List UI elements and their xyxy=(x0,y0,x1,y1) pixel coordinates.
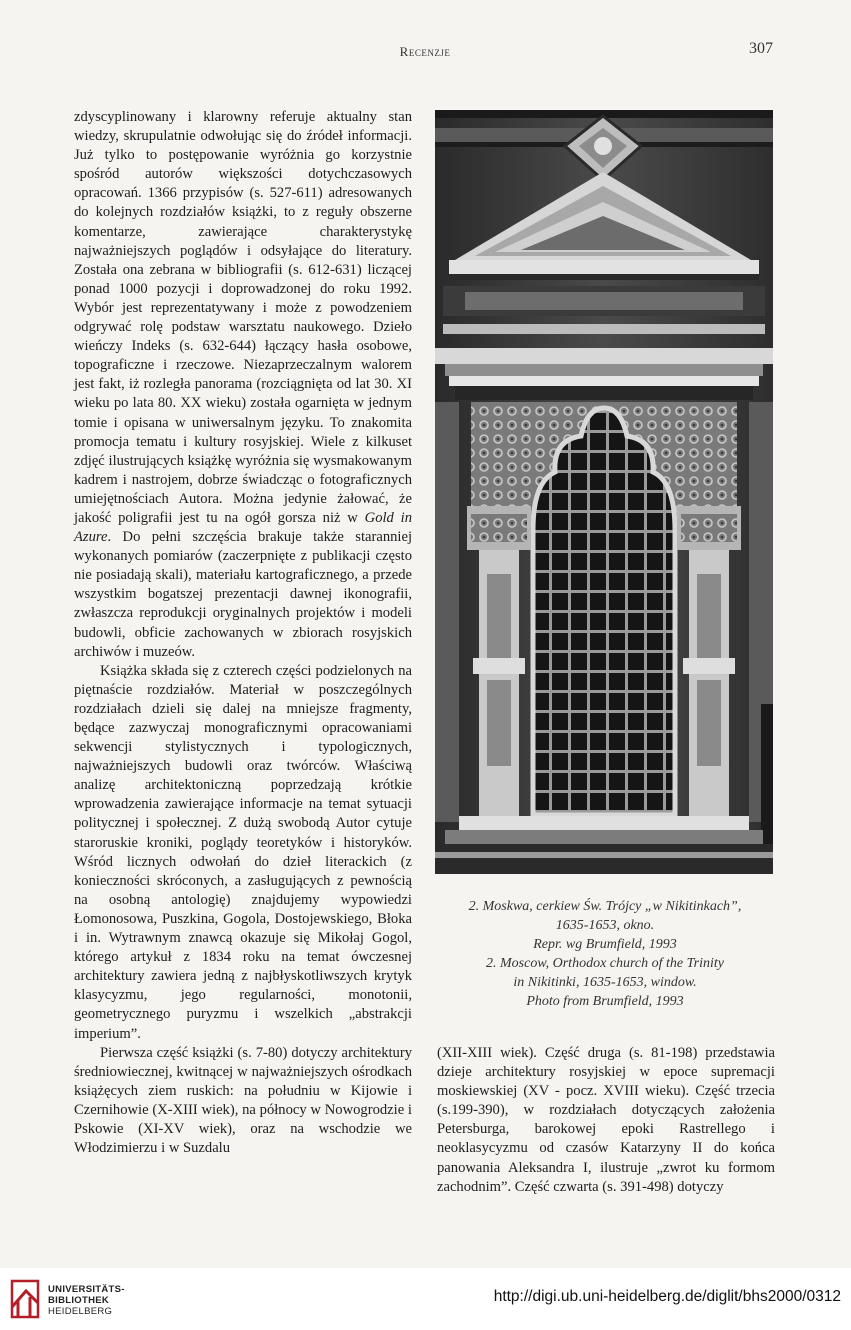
caption-line: Repr. wg Brumfield, 1993 xyxy=(533,937,677,952)
running-title: Recenzje xyxy=(399,44,451,59)
paragraph: (XII-XIII wiek). Część druga (s. 81-198) przedstawia dzieje architektury rosyjskiej w epoce supremacji moskiewskiej (XV - pocz. XVIII wieku). Część trzecia (s.199-390), w rozdziałach dotyczących założenia Petersburga, barokowej epoki Rastrellego i neoklasycyzmu od czasów Katarzyny II do końca panowania Aleksandra I, ilustruje „zwrot ku formom zachodnim”. Część czwarta (s. 391-498) dotyczy xyxy=(437,1045,775,1195)
caption-line: 1635-1653, okno. xyxy=(555,918,655,933)
paragraph: zdyscyplinowany i klarowny referuje aktualny stan wiedzy, skrupulatnie odwołując się do źródeł informacji. Już tylko to postępowanie wyróżnia go korzystnie spośród autorów większości dotychczasowych opracowań. 1366 przypisów (s. 527-611) adresowanych do kolejnych rozdziałów książki, to z reguły obszerne komentarze, zawierające charakterystykę najważniejszych poglądów i odsyłające do literatury. Została ona zebrana w bibliografii (s. 612-631) liczącej ponad 1000 pozycji i doprowadzonej do roku 1992. Wybór jest reprezentatywany i może z powodzeniem odgrywać rolę podstaw warsztatu naukowego. Dzieło wieńczy Indeks (s. 632-644) łączący hasła osobowe, topograficzne i rzeczowe. Niezaprzeczalnym walorem jest fakt, iż rozległa panorama (rozciągnięta od lat 30. XI wieku po lata 80. XX wieku) została ogarnięta w jednym tomie i opisana w uniwersalnym języku. To znakomita promocja tematu i kultury rosyjskiej. Wiele z kilkuset zdjęć ilustrujących książkę wyróżnia się wysmakowanym kadrem i nastrojem, dobrze świadcząc o fotograficznych umiejętnościach Autora. Można jedynie żałować, że jakość poligrafii jest tu na ogół gorsza niż w Gold in Azure. Do pełni szczęścia brakuje także staranniej wykonanych pomiarów (zaczerpnięte z publikacji często nie posiadają skali), materiału kartograficznego, a przede wszystkim bogatszej prezentacji dawnej ikonografii, zwłaszcza reprodukcji oryginalnych projektów i modeli budowli, obficie zachowanych w zbiorach rosyjskich archiwów i muzeów. xyxy=(74,109,413,660)
caption-line: in Nikitinki, 1635-1653, window. xyxy=(513,975,697,990)
library-logo-icon xyxy=(10,1277,40,1321)
page-number: 307 xyxy=(749,40,773,57)
paragraph: Pierwsza część książki (s. 7-80) dotyczy architektury średniowiecznej, kwitnącej w najważniejszych ośrodkach książęcych ziem ruskich: na południu w Kijowie i Czernihowie (X-XIII wiek), na północy w Nowogrodzie i Pskowie (XI-XV wiek), oraz na wschodzie we Włodzimierzu i w Suzdalu xyxy=(74,1044,412,1157)
window-illustration xyxy=(435,110,773,874)
caption-line: 2. Moscow, Orthodox church of the Trinity xyxy=(486,956,724,971)
logo-text: UNIVERSITÄTS- BIBLIOTHEK HEIDELBERG xyxy=(48,1284,125,1317)
left-text-column xyxy=(74,108,412,1158)
university-library-logo[interactable] xyxy=(10,1277,180,1321)
caption-line: 2. Moskwa, cerkiew Św. Trójcy „w Nikitinkach”, xyxy=(468,899,742,914)
source-url-link[interactable]: http://digi.ub.uni-heidelberg.de/diglit/bhs2000/0312 xyxy=(493,1288,841,1305)
paragraph: Książka składa się z czterech części podzielonych na piętnaście rozdziałów. Materiał w poszczególnych rozdziałach dzieli się dalej na mniejsze fragmenty, będące zazwyczaj monograficznymi opracowaniami sekwencji stylistycznych i typologicznych, najważniejszych budowli oraz twórców. Właściwą analizę architektoniczną poprzedzają krótkie wprowadzenia zawierające informacje na temat sytuacji politycznej i społecznej. Z dużą swobodą Autor cytuje staroruskie kroniki, poglądy teoretyków i historyków. Wśród licznych odwołań do dzieł literackich (z konieczności skróconych, a zasługujących z pewnością na osobną antologię) znajdujemy wypowiedzi Łomonosowa, Puszkina, Gogola, Dostojewskiego, Błoka i in. Wytrawnym znawcą okazuje się Mikołaj Gogol, którego artykuł z 1834 roku na temat ówczesnej architektury zawiera jedną z najbłyskotliwszych krytyk klasycyzmu, jego regularności, monotonii, geometrycznego puryzmu i wszelkich „abstrakcji imperium”. xyxy=(74,662,412,1042)
footer-bar xyxy=(0,1268,851,1330)
book-title-italic: Gold in Azure xyxy=(74,509,413,546)
figure-caption xyxy=(436,897,774,1011)
running-head xyxy=(0,40,851,64)
right-text-column xyxy=(437,1044,775,1197)
church-window-photo xyxy=(435,110,773,874)
caption-line: Photo from Brumfield, 1993 xyxy=(526,994,684,1009)
